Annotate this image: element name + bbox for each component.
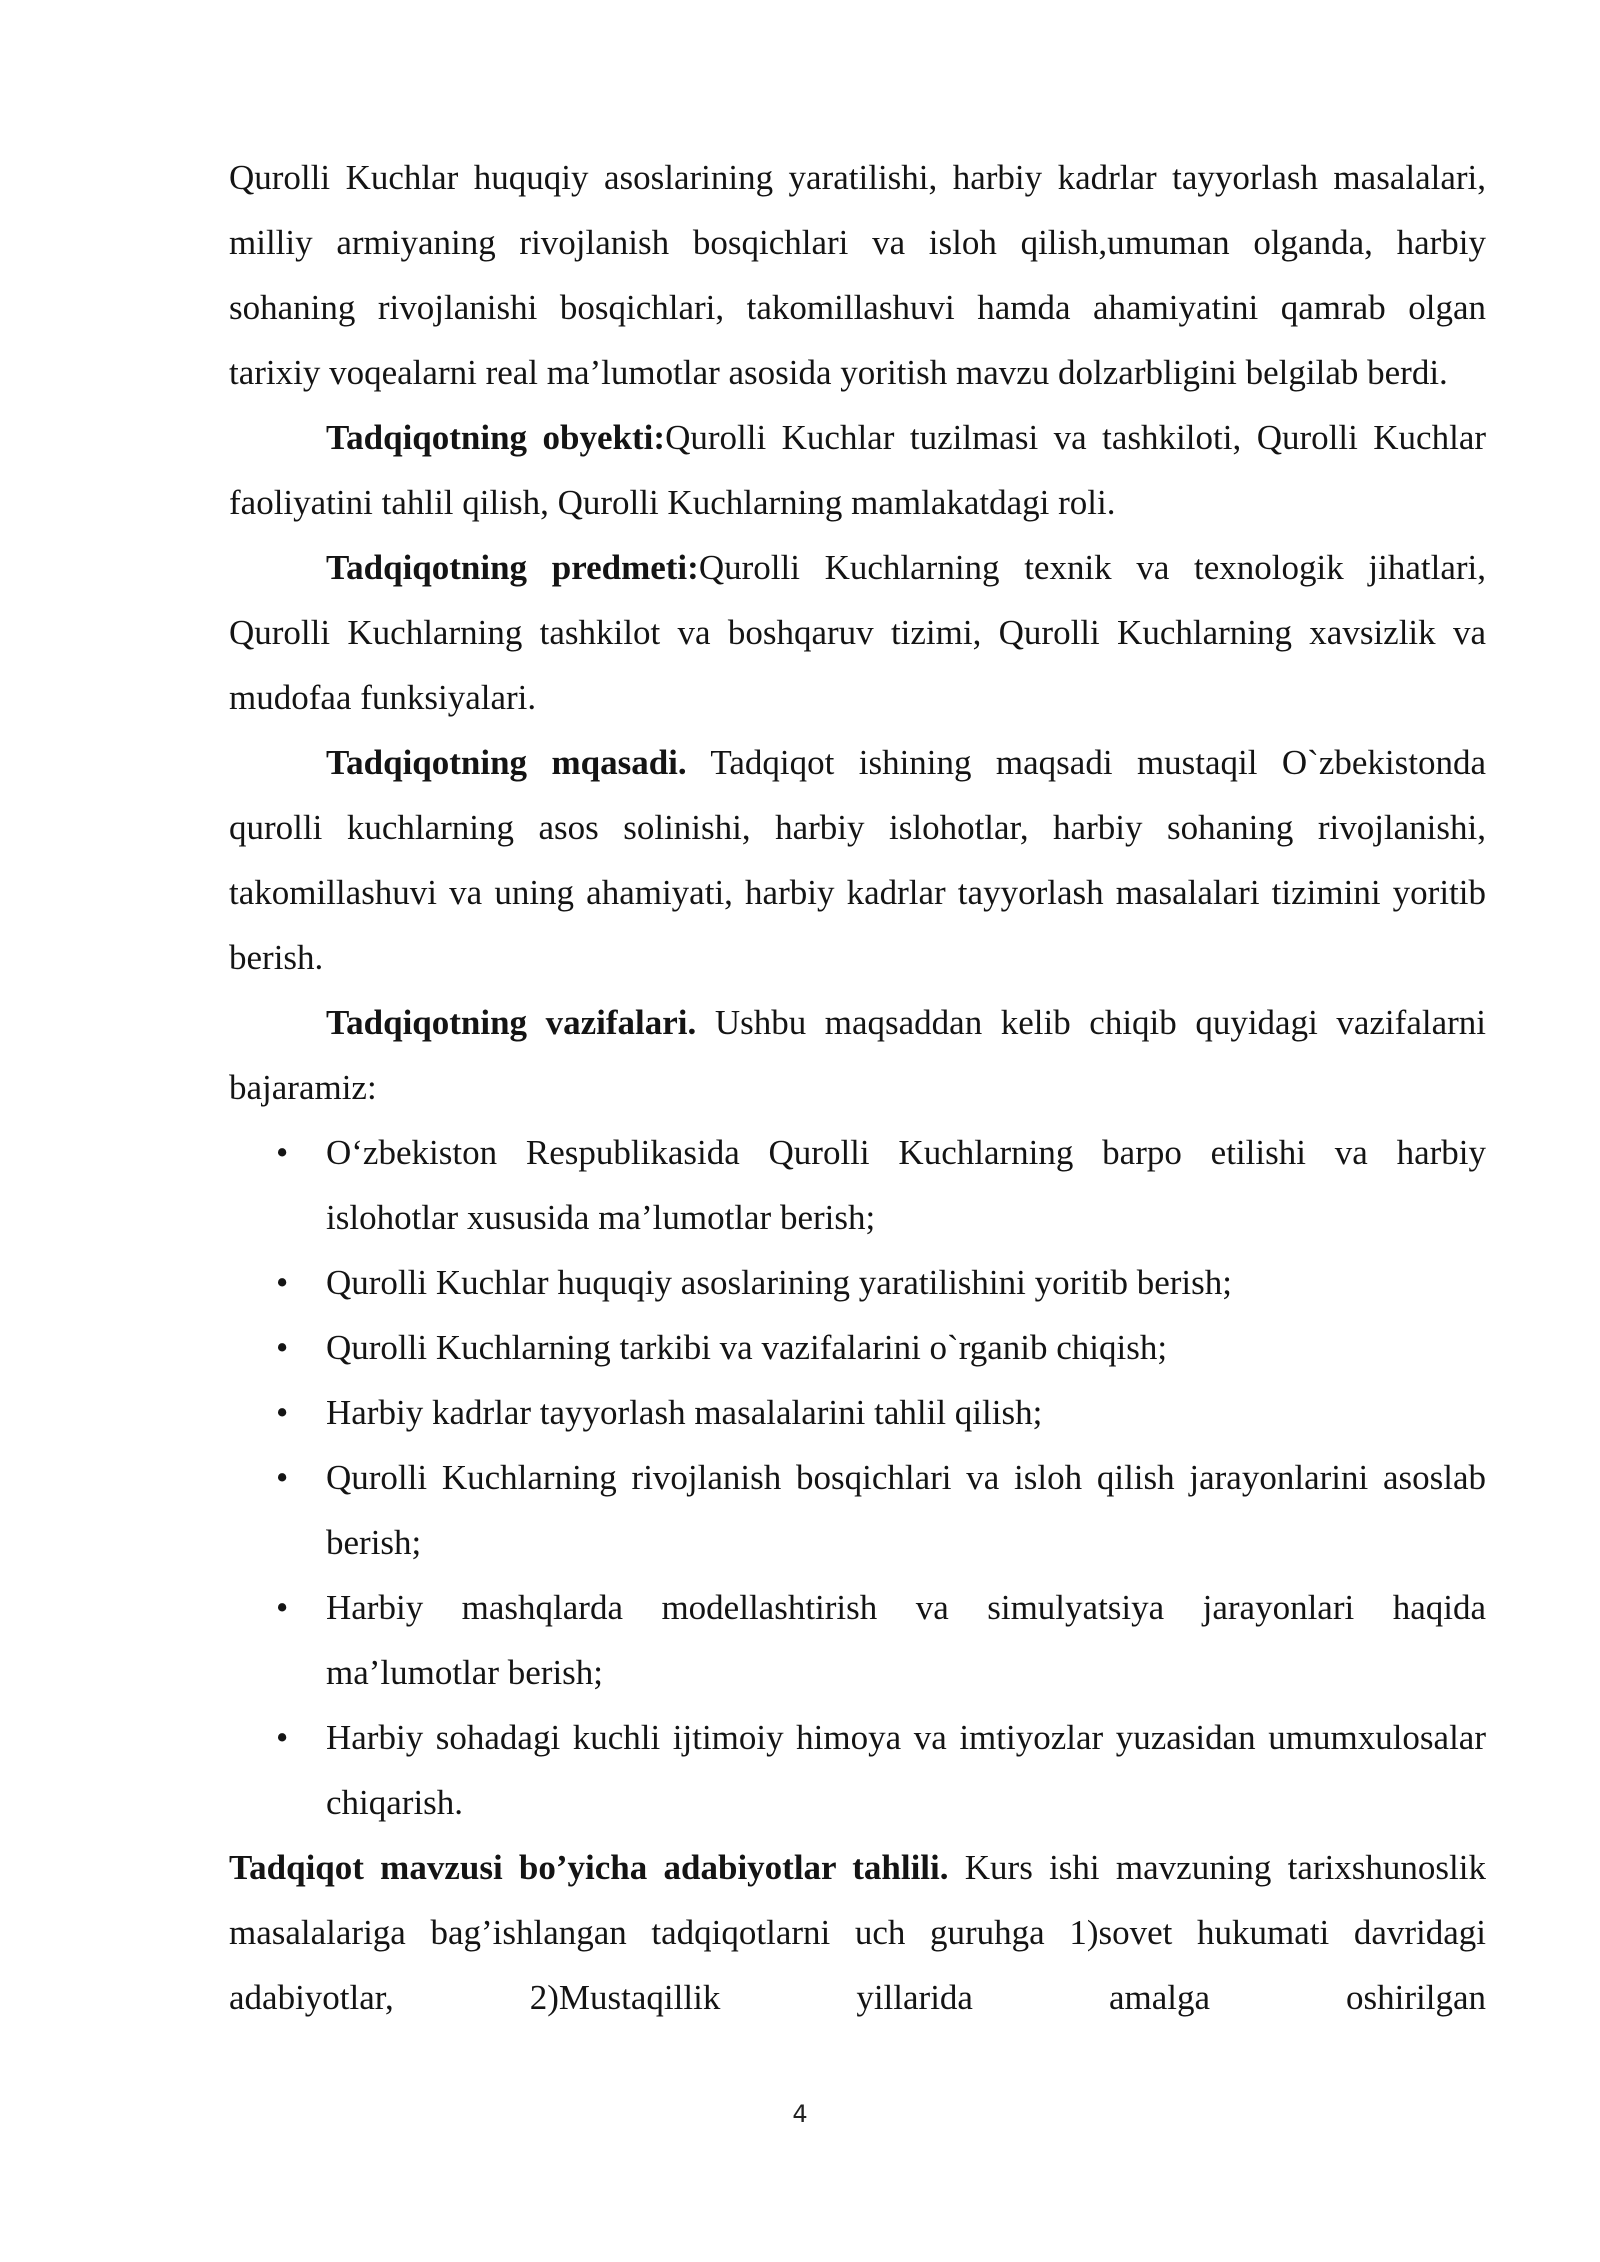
literature-review-heading: Tadqiqot mavzusi bo’yicha adabiyotlar tahlili. xyxy=(229,1848,949,1887)
page-number: 4 xyxy=(792,2100,808,2128)
bullet-icon: • xyxy=(276,1328,289,1367)
bullet-icon: • xyxy=(276,1263,289,1302)
bullet-icon: • xyxy=(276,1393,289,1432)
list-item-text: Harbiy kadrlar tayyorlash masalalarini tahlil qilish; xyxy=(326,1393,1043,1432)
list-item xyxy=(229,1120,1486,1250)
literature-review-text: Kurs ishi mavzuning tarixshunoslik masalalariga bag’ishlangan tadqiqotlarni uch guruhga 1)sovet hukumati davridagi adabiyotlar, 2)Mustaqillik yillarida amalga oshirilgan xyxy=(229,1848,1486,2017)
research-object-heading: Tadqiqotning obyekti: xyxy=(326,418,666,457)
tasks-list xyxy=(229,1120,1486,1835)
list-item xyxy=(229,1250,1486,1315)
research-object-text: Qurolli Kuchlar tuzilmasi va tashkiloti, Qurolli Kuchlar faoliyatini tahlil qilish, Qurolli Kuchlarning mamlakatdagi roli. xyxy=(229,418,1487,522)
bullet-icon: • xyxy=(276,1718,289,1757)
bullet-icon: • xyxy=(276,1588,289,1627)
bullet-icon: • xyxy=(276,1458,289,1497)
list-item xyxy=(229,1315,1486,1380)
research-tasks-text: Ushbu maqsaddan kelib chiqib quyidagi vazifalarni bajaramiz: xyxy=(229,1003,1486,1107)
intro-paragraph: Qurolli Kuchlar huquqiy asoslarining yaratilishi, harbiy kadrlar tayyorlash masalalari, milliy armiyaning rivojlanish bosqichlari va isloh qilish,umuman olganda, harbiy sohaning rivojlanishi bosqichlari, takomillashuvi hamda ahamiyatini qamrab olgan tarixiy voqealarni real ma’lumotlar asosida yoritish mavzu dolzarbligini belgilab berdi. xyxy=(229,158,1486,392)
research-goal-text: Tadqiqot ishining maqsadi mustaqil O`zbekistonda qurolli kuchlarning asos solinishi, harbiy islohotlar, harbiy sohaning rivojlanishi, takomillashuvi va uning ahamiyati, harbiy kadrlar tayyorlash masalalari tizimini yoritib berish. xyxy=(229,743,1486,977)
list-item xyxy=(229,1705,1486,1835)
list-item-text: O‘zbekiston Respublikasida Qurolli Kuchlarning barpo etilishi va harbiy islohotlar xususida ma’lumotlar berish; xyxy=(326,1133,1486,1237)
list-item-text: Qurolli Kuchlar huquqiy asoslarining yaratilishini yoritib berish; xyxy=(326,1263,1232,1302)
list-item-text: Harbiy mashqlarda modellashtirish va simulyatsiya jarayonlari haqida ma’lumotlar berish; xyxy=(326,1588,1486,1692)
research-tasks-heading: Tadqiqotning vazifalari. xyxy=(326,1003,697,1042)
literature-review-paragraph xyxy=(229,1835,1486,2030)
list-item xyxy=(229,1380,1486,1445)
list-item xyxy=(229,1445,1486,1575)
research-subject-heading: Tadqiqotning predmeti: xyxy=(326,548,699,587)
research-subject-text: Qurolli Kuchlarning texnik va texnologik jihatlari, Qurolli Kuchlarning tashkilot va boshqaruv tizimi, Qurolli Kuchlarning xavsizlik va mudofaa funksiyalari. xyxy=(229,548,1487,717)
list-item-text: Qurolli Kuchlarning tarkibi va vazifalarini o`rganib chiqish; xyxy=(326,1328,1168,1367)
research-goal-paragraph xyxy=(229,730,1486,990)
research-tasks-paragraph xyxy=(229,990,1486,1120)
list-item xyxy=(229,1575,1486,1705)
list-item-text: Harbiy sohadagi kuchli ijtimoiy himoya va imtiyozlar yuzasidan umumxulosalar chiqarish. xyxy=(326,1718,1486,1822)
research-subject-paragraph xyxy=(229,535,1486,730)
document-page xyxy=(229,145,1486,2030)
list-item-text: Qurolli Kuchlarning rivojlanish bosqichlari va isloh qilish jarayonlarini asoslab berish; xyxy=(326,1458,1486,1562)
research-goal-heading: Tadqiqotning mqasadi. xyxy=(326,743,687,782)
research-object-paragraph xyxy=(229,405,1486,535)
bullet-icon: • xyxy=(276,1133,289,1172)
